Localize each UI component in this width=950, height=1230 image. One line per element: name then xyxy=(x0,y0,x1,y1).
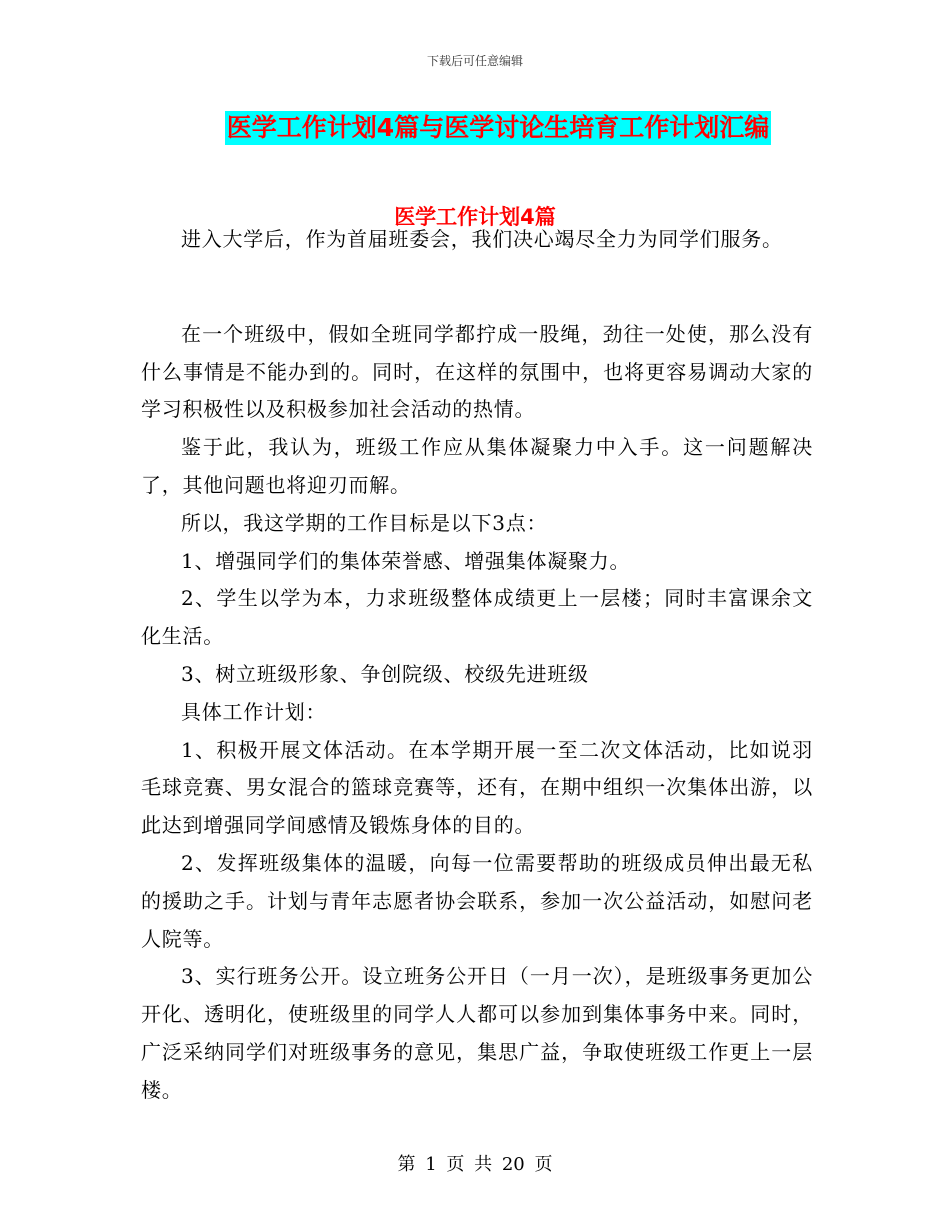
main-title-container xyxy=(0,111,950,145)
paragraph: 所以，我这学期的工作目标是以下3点： xyxy=(181,510,548,535)
main-title: 医学工作计划4篇与医学讨论生培育工作计划汇编 xyxy=(225,111,771,145)
paragraph: 3、实行班务公开。设立班务公开日（一月一次），是班级事务更加公开化、透明化，使班级里的同学人人都可以参加到集体事务中来。同时，广泛采纳同学们对班级事务的意见，集思广益，争取使班级工作更上一层楼。 xyxy=(141,964,813,1102)
page-header-note: 下载后可任意编辑 xyxy=(426,54,523,68)
paragraph: 鉴于此，我认为，班级工作应从集体凝聚力中入手。这一问题解决了，其他问题也将迎刃而解。 xyxy=(141,435,813,497)
paragraph: 在一个班级中，假如全班同学都拧成一股绳，劲往一处使，那么没有什么事情是不能办到的。同时，在这样的氛围中，也将更容易调动大家的学习积极性以及积极参加社会活动的热情。 xyxy=(141,321,813,422)
paragraph: 1、增强同学们的集体荣誉感、增强集体凝聚力。 xyxy=(181,548,631,573)
page-number: 第 1 页 共 20 页 xyxy=(397,1154,553,1175)
paragraph: 3、树立班级形象、争创院级、校级先进班级 xyxy=(181,661,589,686)
paragraph: 具体工作计划： xyxy=(181,699,327,724)
paragraph: 2、学生以学为本，力求班级整体成绩更上一层楼；同时丰富课余文化生活。 xyxy=(141,586,813,649)
section-title: 医学工作计划4篇 xyxy=(394,205,556,229)
paragraph: 2、发挥班级集体的温暖，向每一位需要帮助的班级成员伸出最无私的援助之手。计划与青年志愿者协会联系，参加一次公益活动，如慰问老人院等。 xyxy=(141,850,813,951)
document-body xyxy=(141,221,813,1110)
paragraph: 1、积极开展文体活动。在本学期开展一至二次文体活动，比如说羽毛球竞赛、男女混合的篮球竞赛等，还有，在期中组织一次集体出游，以此达到增强同学间感情及锻炼身体的目的。 xyxy=(141,737,813,838)
paragraph: 进入大学后，作为首届班委会，我们决心竭尽全力为同学们服务。 xyxy=(181,227,783,251)
